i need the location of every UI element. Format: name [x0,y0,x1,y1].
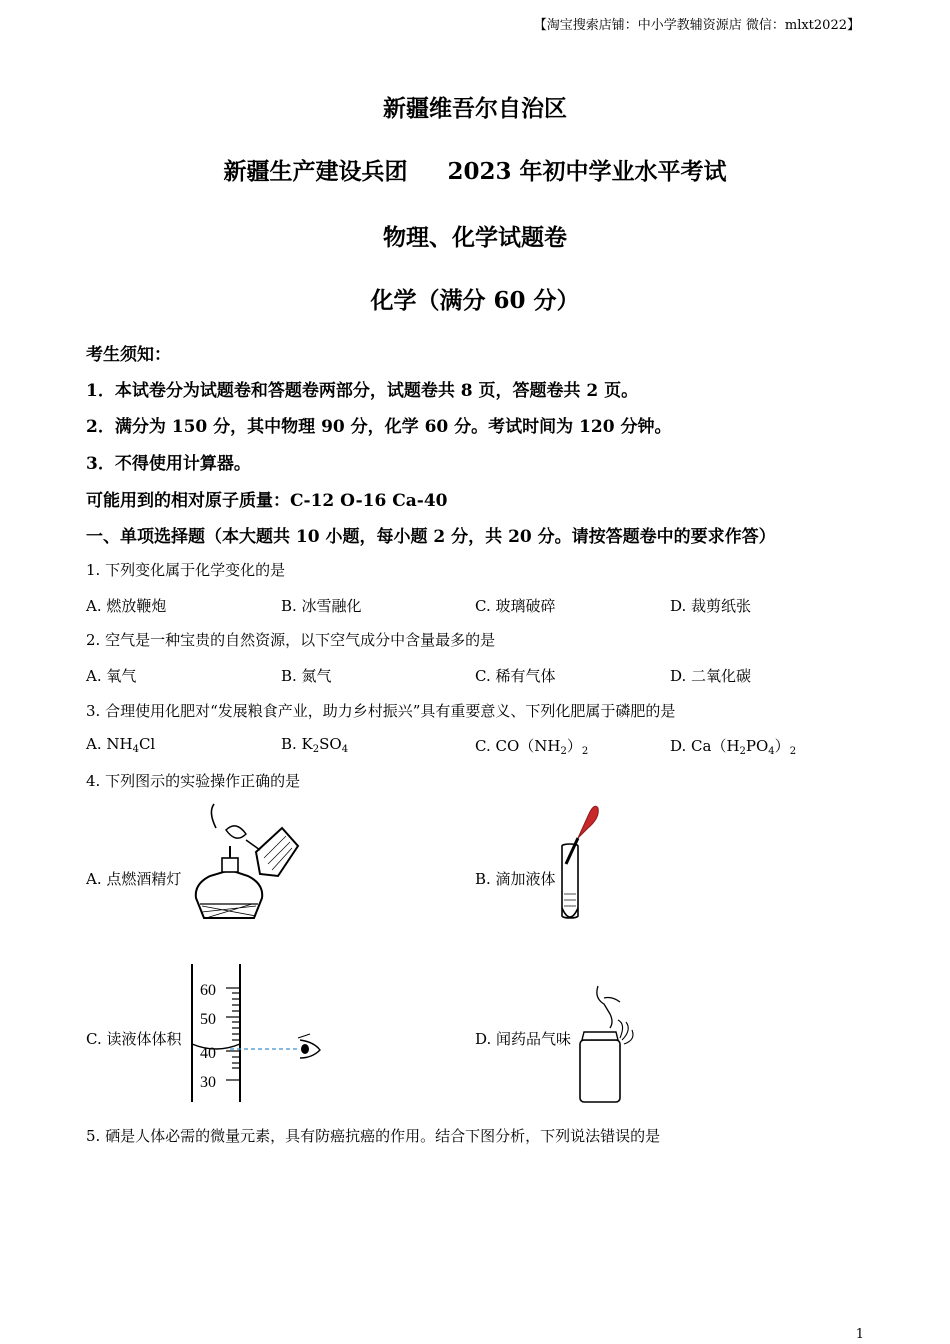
q4-option-b: B. 滴加液体 [475,870,556,888]
question-4-stem: 4. 下列图示的实验操作正确的是 [86,772,301,790]
section-heading: 一、单项选择题（本大题共 10 小题，每小题 2 分，共 20 分。请按答题卷中的要求作答） [86,527,776,547]
cylinder-label-60: 60 [200,982,216,999]
q2-option-c: C. 稀有气体 [475,667,556,685]
question-2-stem: 2. 空气是一种宝贵的自然资源，以下空气成分中含量最多的是 [86,631,496,649]
question-1-stem: 1. 下列变化属于化学变化的是 [86,561,286,579]
dropper-test-tube-illustration [558,798,606,926]
q1-option-b: B. 冰雪融化 [281,597,362,615]
q3-option-c: C. $CO(NH_2)_2$ [475,737,589,757]
cylinder-label-50: 50 [200,1011,216,1028]
q4-option-a: A. 点燃酒精灯 [86,870,182,888]
q4-option-c: C. 读液体体积 [86,1030,182,1048]
page-number: 1 [855,1327,864,1342]
measuring-cylinder-illustration [186,960,326,1106]
q2-option-b: B. 氮气 [281,667,332,685]
alcohol-lamp-illustration [186,800,306,926]
title-subject: 物理、化学试题卷 [383,224,567,251]
q2-option-d: D. 二氧化碳 [670,667,752,685]
notice-item-3: 3．不得使用计算器。 [86,454,251,474]
cylinder-label-40: 40 [200,1045,216,1062]
q3-option-a: A. $NH_4Cl$ [86,735,156,755]
q1-option-a: A. 燃放鞭炮 [86,597,167,615]
q3-option-b: B. $K_2SO_4$ [281,735,349,755]
title-chemistry: 化学（满分 60 分） [370,287,580,314]
question-5-stem: 5. 硒是人体必需的微量元素，具有防癌抗癌的作用。结合下图分析，下列说法错误的是 [86,1127,661,1145]
q3-option-d: D. $Ca(H_2PO_4)_2$ [670,737,797,757]
question-3-stem: 3. 合理使用化肥对“发展粮食产业，助力乡村振兴”具有重要意义、下列化肥属于磷肥的是 [86,702,676,720]
title-exam: 新疆生产建设兵团 2023 年初中学业水平考试 [223,158,727,185]
q4-option-d: D. 闻药品气味 [475,1030,572,1048]
title-region: 新疆维吾尔自治区 [383,95,567,122]
notice-item-2: 2．满分为 150 分，其中物理 90 分，化学 60 分。考试时间为 120 分钟。 [86,417,672,437]
smell-reagent-illustration [574,984,638,1108]
q1-option-d: D. 裁剪纸张 [670,597,752,615]
cylinder-label-30: 30 [200,1074,216,1091]
atomic-mass: 可能用到的相对原子质量：C-12 O-16 Ca-40 [86,491,448,511]
q2-option-a: A. 氧气 [86,667,137,685]
notice-item-1: 1．本试卷分为试题卷和答题卷两部分，试题卷共 8 页，答题卷共 2 页。 [86,381,639,401]
q1-option-c: C. 玻璃破碎 [475,597,556,615]
notice-heading: 考生须知： [86,345,171,365]
watermark-header: 【淘宝搜索店铺：中小学教辅资源店 微信：mlxt2022】 [533,18,860,33]
